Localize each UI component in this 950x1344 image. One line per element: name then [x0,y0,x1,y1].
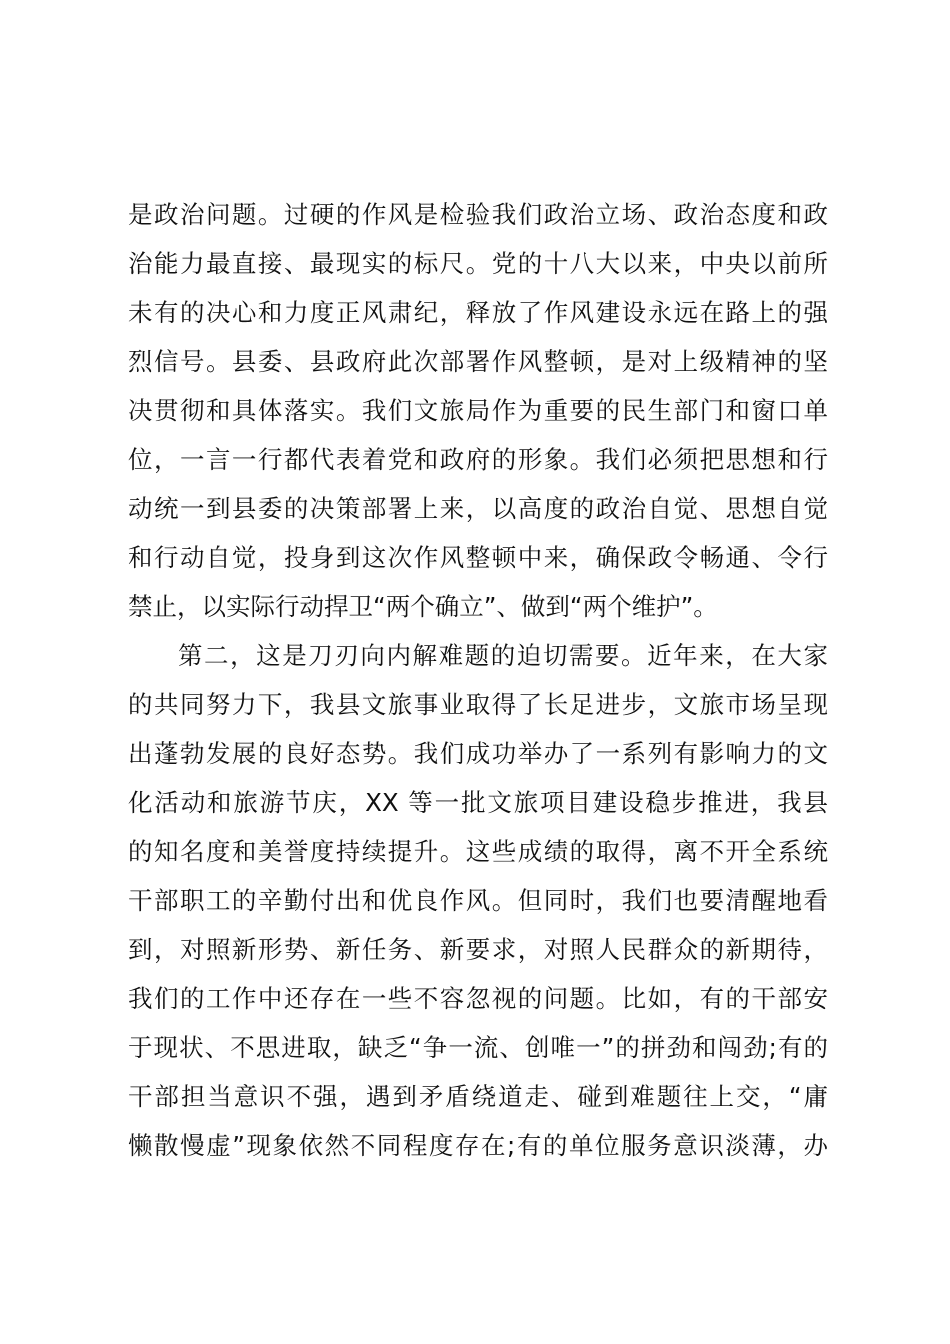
text-line: 干部职工的辛勤付出和优良作风。但同时，我们也要清醒地看 [128,886,828,915]
text-line: 烈信号。县委、县政府此次部署作风整顿，是对上级精神的坚 [128,347,828,376]
text-line: 化活动和旅游节庆，XX 等一批文旅项目建设稳步推进，我县 [128,788,828,817]
text-line: 我们的工作中还存在一些不容忽视的问题。比如，有的干部安 [128,984,828,1013]
text-line: 的共同努力下，我县文旅事业取得了长足进步，文旅市场呈现 [128,690,828,719]
text-line: 的知名度和美誉度持续提升。这些成绩的取得，离不开全系统 [128,837,828,866]
paragraph-start-line: 第二，这是刀刃向内解难题的迫切需要。近年来，在大家 [178,641,828,670]
paragraph-end-line: 禁止，以实际行动捍卫“两个确立”、做到“两个维护”。 [128,592,718,621]
text-line: 和行动自觉，投身到这次作风整顿中来，确保政令畅通、令行 [128,543,828,572]
text-line: 于现状、不思进取，缺乏“争一流、创唯一”的拼劲和闯劲;有的 [128,1033,828,1062]
body-text [128,190,828,1170]
text-line: 懒散慢虚”现象依然不同程度存在;有的单位服务意识淡薄，办 [128,1131,828,1160]
text-line: 未有的决心和力度正风肃纪，释放了作风建设永远在路上的强 [128,298,828,327]
text-line: 位，一言一行都代表着党和政府的形象。我们必须把思想和行 [128,445,828,474]
text-line: 决贯彻和具体落实。我们文旅局作为重要的民生部门和窗口单 [128,396,828,425]
text-line: 是政治问题。过硬的作风是检验我们政治立场、政治态度和政 [128,200,828,229]
text-line: 治能力最直接、最现实的标尺。党的十八大以来，中央以前所 [128,249,828,278]
text-line: 到，对照新形势、新任务、新要求，对照人民群众的新期待， [128,935,828,964]
text-line: 干部担当意识不强，遇到矛盾绕道走、碰到难题往上交，“庸 [128,1082,828,1111]
text-line: 出蓬勃发展的良好态势。我们成功举办了一系列有影响力的文 [128,739,828,768]
text-line: 动统一到县委的决策部署上来，以高度的政治自觉、思想自觉 [128,494,828,523]
